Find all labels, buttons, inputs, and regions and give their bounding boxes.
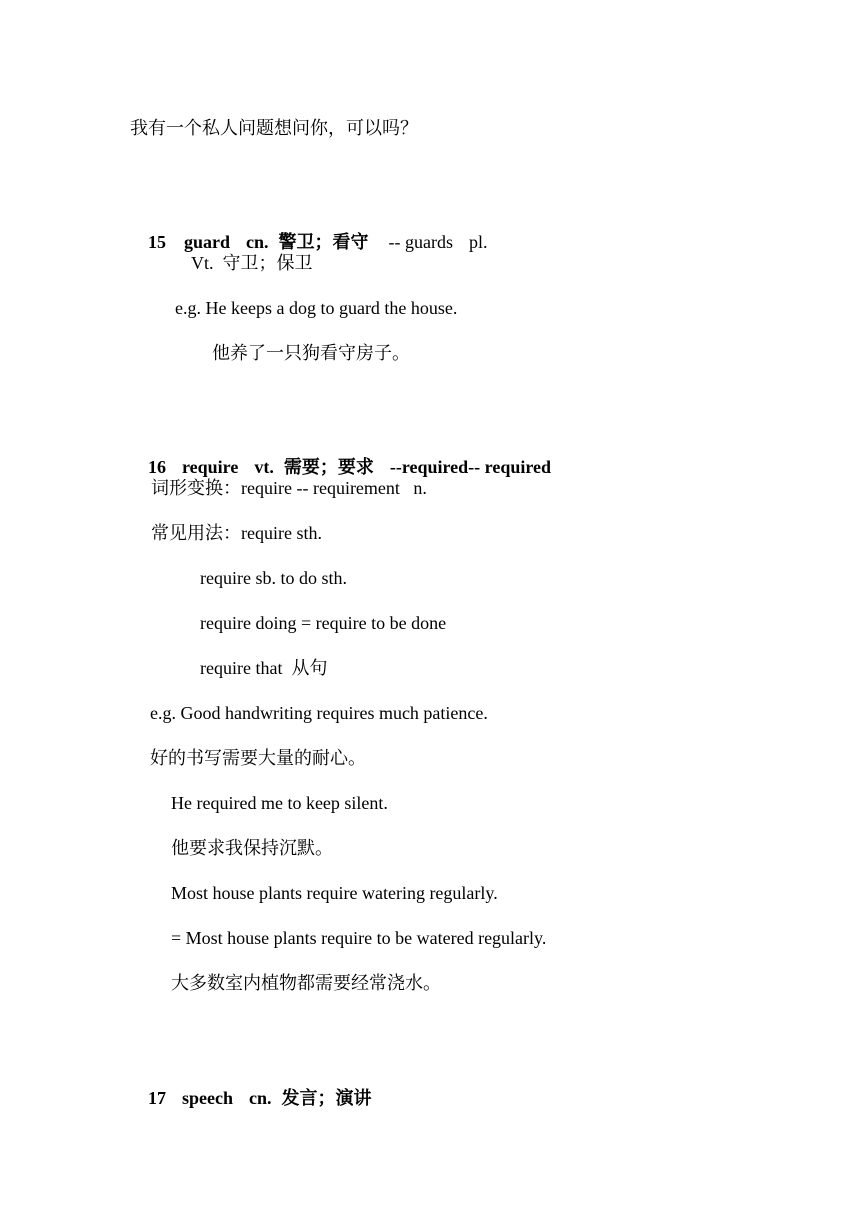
entry-17-header [130,1062,372,1134]
entry-plural-tag: pl. [469,232,488,252]
entry-meaning: 需要；要求 [283,457,374,477]
entry-16-example-3-en: Most house plants require watering regularly. [171,883,498,903]
entry-headword: guard [184,232,231,252]
entry-number: 16 [148,457,166,477]
entry-number: 17 [148,1088,166,1108]
entry-16-usage-3: require doing = require to be done [200,613,447,633]
entry-plural-form: -- guards [388,232,453,252]
entry-meaning: 警卫；看守 [278,232,369,252]
entry-16-example-2-zh: 他要求我保持沉默。 [171,838,333,858]
intro-sentence: 我有一个私人问题想问你，可以吗？ [130,118,418,138]
entry-pos: cn. [246,232,269,252]
entry-headword: require [182,457,239,477]
entry-forms: --required-- required [389,457,551,477]
entry-16-example-3-zh: 大多数室内植物都需要经常浇水。 [171,973,441,993]
entry-pos: cn. [249,1088,272,1108]
entry-meaning: 发言；演讲 [281,1088,372,1108]
entry-16-derivation: 词形变换：require -- requirement n. [151,478,427,498]
entry-16-example-3-alt: = Most house plants require to be watered regularly. [171,928,547,948]
entry-16-usage-1: 常见用法：require sth. [151,523,322,543]
entry-number: 15 [148,232,166,252]
entry-pos: vt. [254,457,274,477]
entry-16-example-1-zh: 好的书写需要大量的耐心。 [150,748,366,768]
entry-headword: speech [182,1088,233,1108]
entry-16-example-1-en: e.g. Good handwriting requires much patience. [150,703,488,723]
entry-15-verb-line: Vt. 守卫；保卫 [191,253,313,273]
entry-16-example-2-en: He required me to keep silent. [171,793,388,813]
entry-15-example-zh: 他养了一只狗看守房子。 [212,343,410,363]
entry-16-usage-4: require that 从句 [200,658,328,678]
entry-16-usage-2: require sb. to do sth. [200,568,347,588]
entry-15-example-en: e.g. He keeps a dog to guard the house. [175,298,458,318]
